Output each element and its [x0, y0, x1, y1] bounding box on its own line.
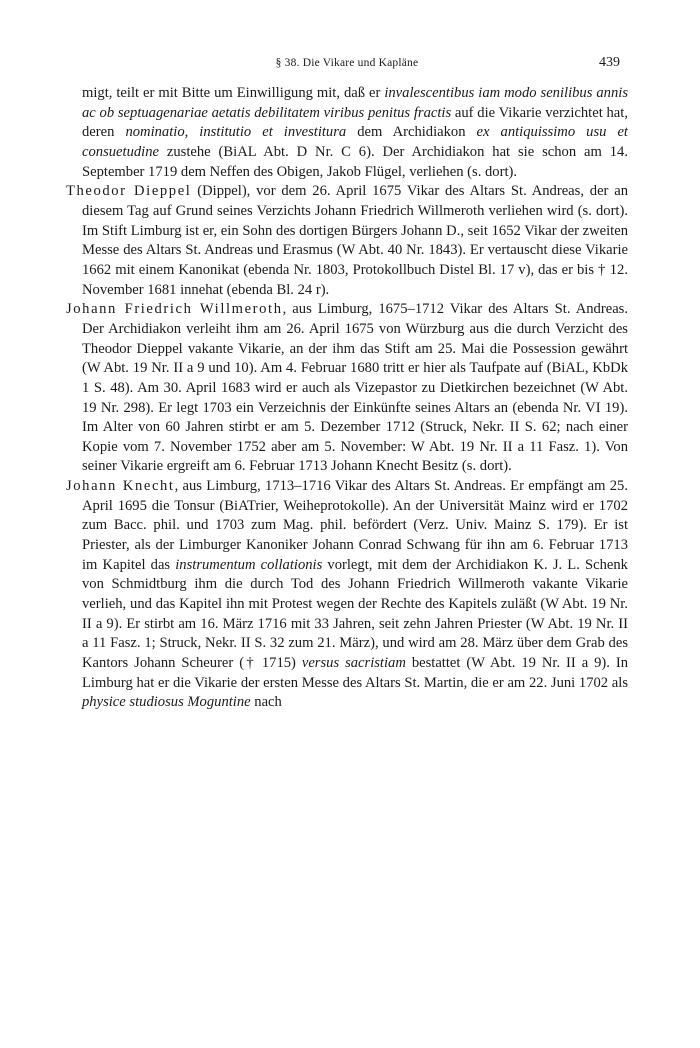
- entry-text: bestattet (W Abt. 19 Nr. II a 9). In Limburg hat er die Vikarie der ersten Messe des Altars St. Martin, die er am 22. Juni 1702 als: [82, 655, 628, 691]
- entry-continuation: [82, 84, 628, 182]
- latin-quote: versus sacristiam: [301, 655, 406, 672]
- page-number: 439: [599, 55, 620, 70]
- latin-quote: ex antiquissimo usu et consuetudine: [82, 124, 628, 160]
- person-name: Theodor Dieppel: [66, 183, 192, 200]
- latin-quote: physice studiosus Moguntine: [82, 694, 251, 711]
- entry-johann-knecht: [66, 477, 628, 713]
- entry-text: (Dippel), vor dem 26. April 1675 Vikar des Altars St. Andreas, der an diesem Tag auf Grund seines Verzichts Johann Friedrich Willmeroth verliehen wird (s. dort). Im Stift Limburg ist er, ein Sohn des dortigen Bürgers Johann D., seit 1652 Vikar der zweiten Messe des Altars St. Andreas und Erasmus (W Abt. 40 Nr. 1843). Er vertauscht diese Vikarie 1662 mit einem Kanonikat (ebenda Nr. 1803, Protokollbuch Distel Bl. 17 v), das er bis † 12. November 1681 innehat (ebenda Bl. 24 r).: [82, 183, 628, 298]
- latin-quote: invalescentibus iam modo senilibus annis ac ob septuagenariae aetatis debilitatem viribus penitus fractis: [82, 85, 629, 121]
- entry-text: nach: [250, 694, 282, 711]
- entry-text: vorlegt, mit dem der Archidiakon K. J. L. Schenk von Schmidtburg ihm die durch Tod des Johann Friedrich Willmeroth vakante Vikarie verlieh, und das Kapitel ihn mit Protest wegen der Rechte des Kapitels zuläßt (W Abt. 19 Nr. II a 9). Er stirbt am 16. März 1716 mit 33 Jahren, seit zehn Jahren Priester (W Abt. 19 Nr. II a 11 Fasz. 1; Struck, Nekr. II S. 32 zum 21. März), und wird am 28. März über dem Grab des Kantors Johann Scheurer († 1715): [82, 556, 628, 672]
- entry-text: dem Archidiakon: [346, 124, 477, 141]
- body-text: [66, 84, 628, 713]
- latin-quote: instrumentum collationis: [175, 556, 323, 573]
- person-name: Johann Friedrich Willmeroth: [66, 301, 283, 318]
- entry-text: , aus Limburg, 1713–1716 Vikar des Altars St. Andreas. Er empfängt am 25. April 1695 die Tonsur (BiATrier, Weiheprotokolle). An der Universität Mainz wird er 1702 zum Bacc. phil. und 1703 zum Mag. phil. befördert (Verz. Univ. Mainz S. 179). Er ist Priester, als der Limburger Kanoniker Johann Conrad Schwang für ihn am 6. Februar 1713 im Kapitel das: [82, 478, 628, 573]
- entry-theodor-dieppel: [66, 182, 628, 300]
- entry-johann-friedrich-willmeroth: [66, 300, 628, 477]
- entry-text: auf die Vikarie verzichtet hat, deren: [82, 104, 628, 141]
- person-name: Johann Knecht: [66, 478, 175, 495]
- latin-quote: nominatio, institutio et investitura: [125, 124, 347, 141]
- running-head: [66, 56, 628, 74]
- entry-text: zustehe (BiAL Abt. D Nr. C 6). Der Archidiakon hat sie schon am 14. September 1719 dem Neffen des Obigen, Jakob Flügel, verliehen (s. dort).: [82, 143, 628, 180]
- entry-text: , aus Limburg, 1675–1712 Vikar des Altars St. Andreas. Der Archidiakon verleiht ihm am 26. April 1675 von Würzburg aus die durch Verzicht des Theodor Dieppel vakante Vikarie, an der ihm das Stift am 25. Mai die Possession gewährt (W Abt. 19 Nr. II a 9 und 10). Am 4. Februar 1680 tritt er hier als Taufpate auf (BiAL, KbDk 1 S. 48). Am 30. April 1683 wird er auch als Vizepastor zu Dietkirchen bezeichnet (W Abt. 19 Nr. 298). Er legt 1703 ein Verzeichnis der Einkünfte seines Altars an (ebenda Nr. VI 19). Im Alter von 60 Jahren stirbt er am 5. Dezember 1712 (Struck, Nekr. II S. 62; nach einer Kopie vom 7. November 1752 aber am 5. November: W Abt. 19 Nr. II a 11 Fasz. 1). Von seiner Vikarie ergreift am 6. Februar 1713 Johann Knecht Besitz (s. dort).: [82, 301, 629, 475]
- entry-text: migt, teilt er mit Bitte um Einwilligung mit, daß er: [82, 85, 385, 101]
- section-title: § 38. Die Vikare und Kapläne: [275, 57, 419, 69]
